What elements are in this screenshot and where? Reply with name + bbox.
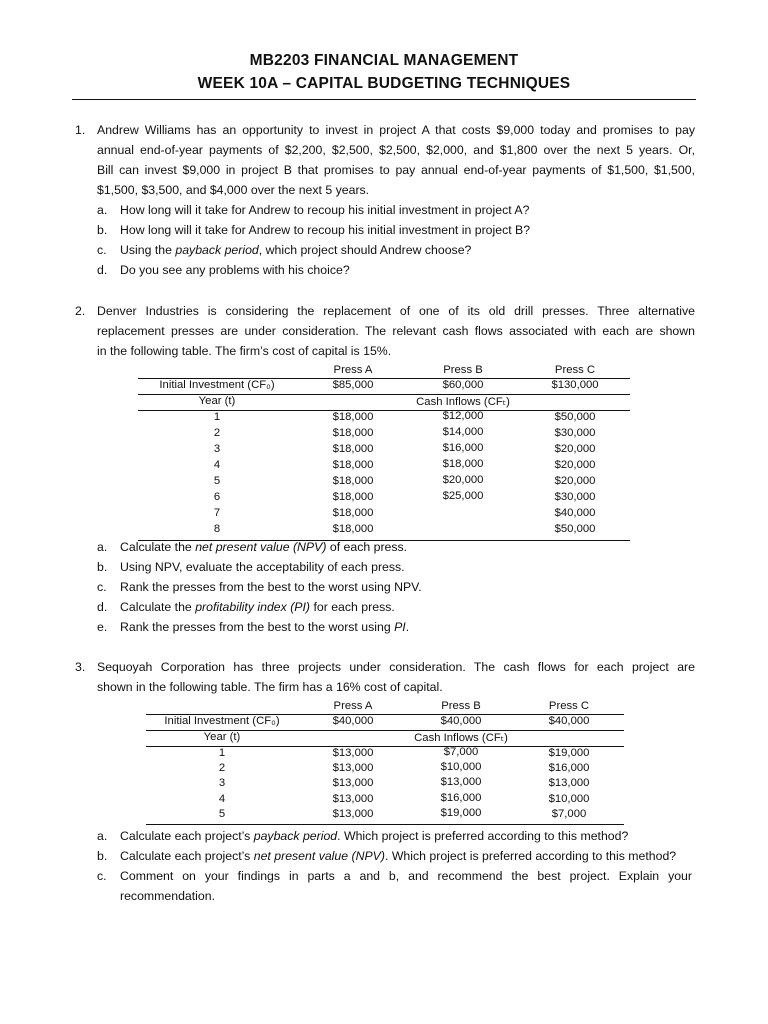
year-label: Year (t) bbox=[198, 395, 236, 407]
part-item bbox=[97, 597, 697, 617]
emphasis-term: net present value (NPV) bbox=[253, 849, 385, 863]
question-text bbox=[97, 657, 695, 697]
column-header: Press A bbox=[333, 364, 373, 376]
cash-flow-cell: $18,000 bbox=[442, 458, 484, 470]
cash-flow-cell: $20,000 bbox=[554, 459, 596, 471]
cash-flow-cell: $18,000 bbox=[332, 459, 374, 471]
initial-investment-value: $60,000 bbox=[442, 379, 484, 391]
cash-flow-cell: $13,000 bbox=[548, 777, 590, 790]
cash-flow-cell: $14,000 bbox=[442, 426, 484, 438]
emphasis-term: payback period bbox=[253, 829, 338, 843]
column-header: Press C bbox=[548, 700, 590, 712]
initial-investment-value: $85,000 bbox=[332, 379, 374, 391]
emphasis-term: PI bbox=[394, 620, 406, 634]
question-3 bbox=[75, 657, 695, 697]
cash-flow-cell: $7,000 bbox=[551, 807, 587, 820]
initial-investment-value: $40,000 bbox=[548, 715, 590, 727]
cash-flow-cell: $25,000 bbox=[442, 490, 484, 502]
part-text: Rank the presses from the best to the worst using NPV. bbox=[120, 580, 422, 594]
part-letter: b. bbox=[97, 849, 108, 863]
text-run: Calculate the bbox=[120, 600, 196, 614]
cash-flow-cell: $18,000 bbox=[332, 523, 374, 535]
question-2 bbox=[75, 301, 695, 361]
text-run: Calculate the bbox=[120, 540, 196, 554]
initial-investment-label: Initial Investment (CF₀) bbox=[159, 379, 275, 391]
emphasis-term: net present value (NPV) bbox=[195, 540, 327, 554]
header-rule bbox=[72, 99, 696, 100]
year-cell: 1 bbox=[218, 747, 226, 759]
year-cell: 4 bbox=[213, 459, 221, 471]
cash-flow-cell: $19,000 bbox=[548, 747, 590, 759]
cash-flow-cell: $12,000 bbox=[442, 410, 484, 422]
cash-flow-cell: $16,000 bbox=[442, 442, 484, 454]
year-cell: 3 bbox=[218, 777, 226, 790]
part-letter: c. bbox=[97, 869, 107, 883]
part-text bbox=[120, 846, 676, 866]
cash-flow-cell: $20,000 bbox=[554, 475, 596, 487]
cash-flow-cell: $20,000 bbox=[442, 474, 484, 486]
question-text bbox=[97, 301, 695, 361]
part-letter: c. bbox=[97, 243, 107, 257]
part-letter: d. bbox=[97, 263, 108, 277]
cash-flow-cell: $18,000 bbox=[332, 475, 374, 487]
text-line: Bill can invest $9,000 in project B that promises to pay annual end-of-year payments of $1,500, $1,500, bbox=[97, 163, 695, 177]
year-cell: 3 bbox=[213, 443, 221, 455]
text-run: Calculate each project’s bbox=[120, 829, 254, 843]
document-subtitle: WEEK 10A – CAPITAL BUDGETING TECHNIQUES bbox=[197, 75, 571, 92]
text-line: Andrew Williams has an opportunity to invest in project A that costs $9,000 today and promises to pay bbox=[97, 123, 695, 137]
cash-flow-cell: $13,000 bbox=[332, 777, 374, 790]
initial-investment-value: $40,000 bbox=[332, 715, 374, 727]
text-line: Denver Industries is considering the replacement of one of its old drill presses. Three alternative bbox=[97, 304, 695, 318]
part-item bbox=[97, 240, 697, 260]
text-run: Calculate each project’s bbox=[120, 849, 254, 863]
part-text: Comment on your findings in parts a and b, and recommend the best project. Explain your recommendation. bbox=[120, 869, 692, 903]
part-letter: a. bbox=[97, 829, 108, 843]
text-run: , which project should Andrew choose? bbox=[258, 243, 472, 257]
year-cell: 5 bbox=[218, 807, 226, 820]
text-line: in the following table. The firm’s cost of capital is 15%. bbox=[97, 344, 392, 358]
part-text bbox=[120, 597, 395, 617]
part-text: How long will it take for Andrew to recoup his initial investment in project B? bbox=[120, 223, 531, 237]
year-cell: 1 bbox=[213, 411, 221, 423]
year-cell: 7 bbox=[213, 507, 221, 519]
part-letter: b. bbox=[97, 560, 108, 574]
cash-flow-cell: $18,000 bbox=[332, 491, 374, 503]
cash-flow-cell: $30,000 bbox=[554, 427, 596, 439]
text-run: of each press. bbox=[326, 540, 408, 554]
cash-flow-cell: $50,000 bbox=[554, 411, 596, 423]
part-text bbox=[120, 617, 409, 637]
column-header: Press A bbox=[333, 700, 373, 712]
question-text bbox=[97, 120, 695, 200]
text-run: Rank the presses from the best to the worst using bbox=[120, 620, 395, 634]
part-letter: e. bbox=[97, 620, 108, 634]
cash-flow-cell: $7,000 bbox=[443, 746, 479, 758]
year-cell: 4 bbox=[218, 792, 226, 805]
year-cell: 8 bbox=[213, 523, 221, 535]
cash-inflows-label: Cash Inflows (CFₜ) bbox=[416, 396, 510, 408]
part-item bbox=[97, 260, 697, 280]
text-run: . Which project is preferred according to this method? bbox=[384, 849, 677, 863]
cash-flow-cell: $13,000 bbox=[332, 762, 374, 775]
text-run: for each press. bbox=[310, 600, 395, 614]
year-cell: 2 bbox=[213, 427, 221, 439]
part-text bbox=[120, 240, 471, 260]
column-header: Press B bbox=[441, 700, 481, 712]
text-line: shown in the following table. The firm has a 16% cost of capital. bbox=[97, 680, 443, 694]
year-cell: 2 bbox=[218, 762, 226, 775]
cash-flow-cell: $16,000 bbox=[440, 791, 482, 804]
cash-flow-cell: $30,000 bbox=[554, 491, 596, 503]
text-line: $1,500, $3,500, and $4,000 over the next 5 years. bbox=[97, 183, 370, 197]
question-number: 2. bbox=[75, 304, 86, 318]
part-item bbox=[97, 557, 697, 577]
part-text bbox=[120, 826, 628, 846]
year-cell: 6 bbox=[213, 491, 221, 503]
question-number: 1. bbox=[75, 123, 86, 137]
cash-flow-cell: $13,000 bbox=[332, 747, 374, 759]
part-item bbox=[97, 846, 697, 866]
cash-flow-cell: $40,000 bbox=[554, 507, 596, 519]
initial-investment-value: $40,000 bbox=[440, 715, 482, 727]
part-letter: a. bbox=[97, 540, 108, 554]
text-run: Using the bbox=[120, 243, 176, 257]
emphasis-term: profitability index (PI) bbox=[195, 600, 311, 614]
part-letter: a. bbox=[97, 203, 108, 217]
initial-investment-value: $130,000 bbox=[551, 379, 599, 391]
part-item bbox=[97, 537, 697, 557]
part-item bbox=[97, 200, 697, 220]
cash-flow-cell: $10,000 bbox=[440, 761, 482, 774]
cash-flow-cell: $20,000 bbox=[554, 443, 596, 455]
text-line: Sequoyah Corporation has three projects under consideration. The cash flows for each project are bbox=[97, 660, 695, 674]
part-text: Do you see any problems with his choice? bbox=[120, 263, 350, 277]
year-cell: 5 bbox=[213, 475, 221, 487]
year-label: Year (t) bbox=[203, 731, 241, 743]
text-run: . bbox=[405, 620, 410, 634]
part-item bbox=[97, 866, 697, 906]
part-text bbox=[120, 537, 407, 557]
part-item bbox=[97, 577, 697, 597]
part-item bbox=[97, 826, 697, 846]
cash-flow-cell: $13,000 bbox=[440, 776, 482, 789]
cash-flow-cell: $50,000 bbox=[554, 523, 596, 535]
part-letter: b. bbox=[97, 223, 108, 237]
part-text: Using NPV, evaluate the acceptability of each press. bbox=[120, 560, 405, 574]
text-line: annual end-of-year payments of $2,200, $2,500, $2,500, $2,000, and $1,800 over the next 5 years. Or, bbox=[97, 143, 695, 157]
text-line: replacement presses are under consideration. The relevant cash flows associated with each are shown bbox=[97, 324, 695, 338]
question-1 bbox=[75, 120, 695, 200]
column-header: Press C bbox=[554, 364, 596, 376]
initial-investment-label: Initial Investment (CF₀) bbox=[164, 715, 280, 727]
cash-flow-cell: $18,000 bbox=[332, 443, 374, 455]
cash-flow-cell: $18,000 bbox=[332, 411, 374, 423]
part-letter: c. bbox=[97, 580, 107, 594]
cash-flow-cell: $13,000 bbox=[332, 807, 374, 820]
cash-flow-cell: $10,000 bbox=[548, 792, 590, 805]
part-item bbox=[97, 617, 697, 637]
emphasis-term: payback period bbox=[175, 243, 259, 257]
cash-flow-cell: $18,000 bbox=[332, 427, 374, 439]
column-header: Press B bbox=[443, 364, 483, 376]
cash-flow-cell: $13,000 bbox=[332, 792, 374, 805]
cash-flow-cell: $18,000 bbox=[332, 507, 374, 519]
part-text: How long will it take for Andrew to recoup his initial investment in project A? bbox=[120, 203, 530, 217]
table-rule bbox=[146, 824, 624, 825]
cash-inflows-label: Cash Inflows (CFₜ) bbox=[414, 732, 508, 744]
part-letter: d. bbox=[97, 600, 108, 614]
text-run: . Which project is preferred according to this method? bbox=[337, 829, 629, 843]
part-item bbox=[97, 220, 697, 240]
cash-flow-cell: $19,000 bbox=[440, 806, 482, 819]
document-title: MB2203 FINANCIAL MANAGEMENT bbox=[249, 52, 519, 69]
question-number: 3. bbox=[75, 660, 86, 674]
cash-flow-cell: $16,000 bbox=[548, 762, 590, 775]
